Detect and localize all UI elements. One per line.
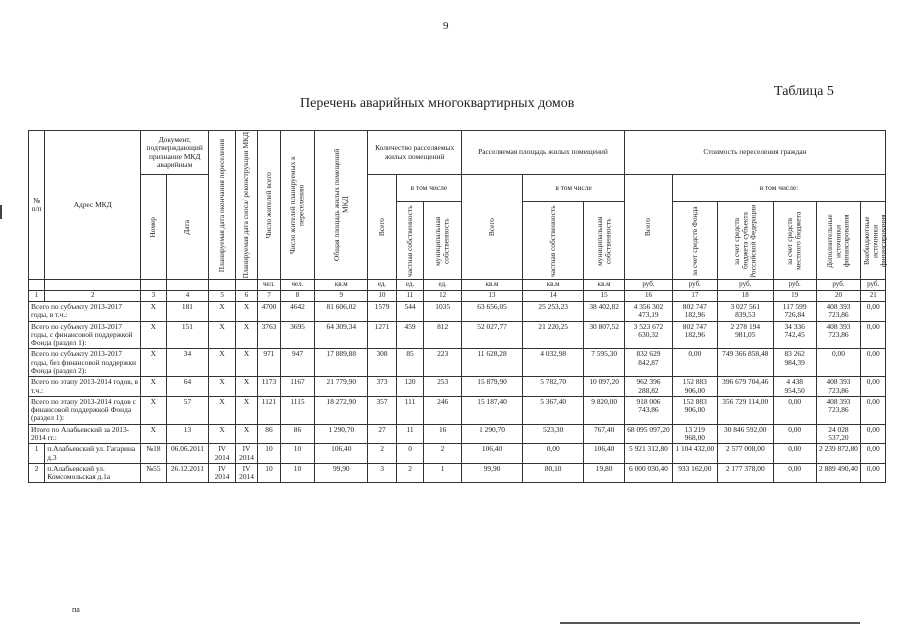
cell: 0 (396, 444, 424, 464)
cell: 2 577 008,00 (717, 444, 773, 464)
cell: X (209, 349, 235, 377)
cell: 10 (258, 444, 280, 464)
cell: X (235, 396, 257, 424)
cell: X (235, 302, 257, 322)
cell: 1271 (368, 321, 397, 349)
cell: 5 921 312,80 (625, 444, 673, 464)
header-plan-demolish: Планируемая дата сноса/ реконструкции МКД (235, 131, 257, 280)
cell: 523,30 (523, 424, 584, 444)
cell: 10 (280, 444, 315, 464)
header-cost-fund: за счет средств Фонда (672, 202, 717, 280)
cell: 13 (166, 424, 209, 444)
header-cost-incl: в том числе: (672, 175, 885, 202)
cell: X (235, 377, 257, 397)
header-rooms-total: Всего (368, 175, 397, 280)
header-rooms-group: Количество расселяемых жилых помещений (368, 131, 462, 175)
header-doc-date: Дата (166, 175, 209, 280)
cell: 3 027 561 839,53 (717, 302, 773, 322)
header-residents-planned: Число жителей планируемых к переселению (280, 131, 315, 280)
cell: 2 889 490,40 (816, 463, 861, 483)
cell: 2 (396, 463, 424, 483)
cell: 0,00 (672, 349, 717, 377)
cell: X (209, 377, 235, 397)
header-area-group: Расселяемая площадь жилых помещений (461, 131, 624, 175)
cell: 1173 (258, 377, 280, 397)
cell: X (141, 349, 166, 377)
cell: 1579 (368, 302, 397, 322)
cell: 0,00 (861, 463, 886, 483)
cell: 2 (424, 444, 462, 464)
table-row (29, 321, 886, 349)
cell: 933 162,00 (672, 463, 717, 483)
cell: 0,00 (861, 396, 886, 424)
table-number: Таблица 5 (774, 84, 834, 99)
cell: 21 779,90 (315, 377, 368, 397)
cell: 4 438 954,50 (773, 377, 816, 397)
cell: 86 (258, 424, 280, 444)
cell: 38 402,82 (584, 302, 625, 322)
cell: 34 (166, 349, 209, 377)
cell: IV 2014 (209, 463, 235, 483)
footer-mark: па (72, 605, 80, 614)
cell: 30 807,52 (584, 321, 625, 349)
table-row (29, 396, 886, 424)
cell: 4 032,98 (523, 349, 584, 377)
cell: X (235, 321, 257, 349)
header-cost-local-budget: за счет средств местного бюджета (773, 202, 816, 280)
cell: 2 278 194 981,05 (717, 321, 773, 349)
cell: №55 (141, 463, 166, 483)
cell: 24 028 537,20 (816, 424, 861, 444)
cell: 26.12.2011 (166, 463, 209, 483)
cell: 0,00 (861, 424, 886, 444)
cell: 2 (29, 463, 45, 483)
cell: 16 (424, 424, 462, 444)
cell: 15 879,90 (461, 377, 522, 397)
cell: 25 253,23 (523, 302, 584, 322)
cell: 17 889,88 (315, 349, 368, 377)
cell: 4 356 302 473,19 (625, 302, 673, 322)
header-total-area: Общая площадь жилых помещений МКД (315, 131, 368, 280)
cell: 3763 (258, 321, 280, 349)
cell: 373 (368, 377, 397, 397)
cell: 1035 (424, 302, 462, 322)
cell: 11 (396, 424, 424, 444)
row-label: Всего по субъекту 2013-2017 годы, без финансовой поддержки Фонда (раздел 2): (29, 349, 141, 377)
cell: X (235, 424, 257, 444)
cell: X (141, 396, 166, 424)
row-label: Всего по субъекту 2013-2017 годы, в т.ч.: (29, 302, 141, 322)
cell: 253 (424, 377, 462, 397)
header-doc-number: Номер (141, 175, 166, 280)
cell: 0,00 (523, 444, 584, 464)
document-title: Перечень аварийных многоквартирных домов (300, 96, 575, 111)
header-cost-total: Всего (625, 175, 673, 280)
cell: 63 656,05 (461, 302, 522, 322)
address-cell: п.Алабьевский ул. Комсомольская д.1а (45, 463, 141, 483)
cell: 64 309,34 (315, 321, 368, 349)
cell: 308 (368, 349, 397, 377)
table-row (29, 349, 886, 377)
cell: 408 393 723,86 (816, 396, 861, 424)
header-address: Адрес МКД (45, 131, 141, 280)
header-area-total: Всего (461, 175, 522, 280)
cell: №18 (141, 444, 166, 464)
cell: 3695 (280, 321, 315, 349)
table-row (29, 444, 886, 464)
cell: X (141, 321, 166, 349)
row-label: Всего по этапу 2013-2014 годов, в т.ч.: (29, 377, 141, 397)
row-label: Всего по этапу 2013-2014 годов с финансовой поддержкой Фонда (раздел 1): (29, 396, 141, 424)
cell: 396 679 704,46 (717, 377, 773, 397)
header-area-municipal: муниципальная собственность (584, 202, 625, 280)
cell: 0,00 (861, 349, 886, 377)
cell: 962 396 288,82 (625, 377, 673, 397)
header-area-private: частная собственность (523, 202, 584, 280)
cell: 0,00 (773, 424, 816, 444)
cell: 2 177 378,00 (717, 463, 773, 483)
cell: X (209, 321, 235, 349)
header-doc-group: Документ, подтверждающий признание МКД аварийным (141, 131, 209, 175)
cell: 152 883 906,00 (672, 377, 717, 397)
cell: 802 747 182,96 (672, 321, 717, 349)
cell: 117 599 726,84 (773, 302, 816, 322)
header-num: № п/п (29, 131, 45, 280)
header-cost-subject-budget: за счет средств бюджета субъекта Российской Федерации (717, 202, 773, 280)
cell: 1 (29, 444, 45, 464)
cell: 6 000 030,40 (625, 463, 673, 483)
cell: 85 (396, 349, 424, 377)
cell: 918 006 743,86 (625, 396, 673, 424)
cell: 357 (368, 396, 397, 424)
cell: 0,00 (861, 302, 886, 322)
cell: 544 (396, 302, 424, 322)
cell: 83 262 984,39 (773, 349, 816, 377)
cell: X (209, 302, 235, 322)
table-row (29, 424, 886, 444)
column-numbers-row: 1 2 3 4 5 6 7 8 9 10 11 12 13 14 15 16 17 18 19 20 21 (29, 291, 886, 302)
cell: 832 629 842,87 (625, 349, 673, 377)
cell: 13 219 968,00 (672, 424, 717, 444)
cell: 7 595,30 (584, 349, 625, 377)
cell: 0,00 (773, 444, 816, 464)
units-row: чел. чел. кв.м ед. ед. ед. кв.м кв.м кв.м руб. руб. руб. руб. руб. руб. (29, 280, 886, 291)
cell: 9 820,00 (584, 396, 625, 424)
header-cost-other: Внебюджетные источники финансирования (861, 202, 886, 280)
cell: 10 (258, 463, 280, 483)
page-number: 9 (443, 20, 449, 32)
cell: 1115 (280, 396, 315, 424)
scan-edge-mark (0, 205, 2, 219)
cell: 802 747 182,96 (672, 302, 717, 322)
cell: X (209, 424, 235, 444)
table-row (29, 463, 886, 483)
cell: X (235, 349, 257, 377)
cell: 18 272,90 (315, 396, 368, 424)
cell: 57 (166, 396, 209, 424)
cell: 459 (396, 321, 424, 349)
cell: 68 095 097,20 (625, 424, 673, 444)
cell: 106,40 (461, 444, 522, 464)
cell: 19,80 (584, 463, 625, 483)
cell: 812 (424, 321, 462, 349)
cell: 1167 (280, 377, 315, 397)
cell: IV 2014 (235, 463, 257, 483)
cell: 246 (424, 396, 462, 424)
cell: 408 393 723,86 (816, 377, 861, 397)
cell: 5 367,40 (523, 396, 584, 424)
cell: 86 (280, 424, 315, 444)
header-plan-resettle: Планируемая дата окончания переселения (209, 131, 235, 280)
cell: 06.06.2011 (166, 444, 209, 464)
cell: 2 239 872,80 (816, 444, 861, 464)
cell: 34 336 742,45 (773, 321, 816, 349)
cell: 152 883 906,00 (672, 396, 717, 424)
header-area-incl: в том числе (523, 175, 625, 202)
cell: 1 104 432,00 (672, 444, 717, 464)
row-label: Всего по субъекту 2013-2017 годы, с финансовой поддержкой Фонда (раздел 1): (29, 321, 141, 349)
row-label: Итого по Алабьевский за 2013-2014 гг.: (29, 424, 141, 444)
cell: 0,00 (773, 463, 816, 483)
cell: 408 393 723,86 (816, 302, 861, 322)
cell: 30 846 592,00 (717, 424, 773, 444)
cell: X (141, 424, 166, 444)
header-rooms-private: частная собственность (396, 202, 424, 280)
header-cost-group: Стоимость переселения граждан (625, 131, 886, 175)
header-residents-total: Число жителей всего (258, 131, 280, 280)
cell: 15 187,40 (461, 396, 522, 424)
cell: 21 220,25 (523, 321, 584, 349)
cell: 4700 (258, 302, 280, 322)
cell: 106,40 (584, 444, 625, 464)
cell: 4642 (280, 302, 315, 322)
cell: 767,40 (584, 424, 625, 444)
scan-bottom-line (560, 622, 860, 624)
cell: 0,00 (861, 444, 886, 464)
header-cost-extra: Дополнительные источники финансирования (816, 202, 861, 280)
cell: 5 782,70 (523, 377, 584, 397)
header-rooms-municipal: муниципальная собственность (424, 202, 462, 280)
cell: 1 (424, 463, 462, 483)
cell: X (141, 377, 166, 397)
cell: X (141, 302, 166, 322)
table-row (29, 302, 886, 322)
cell: 1 290,70 (315, 424, 368, 444)
cell: IV 2014 (209, 444, 235, 464)
cell: 11 628,28 (461, 349, 522, 377)
cell: 356 729 114,00 (717, 396, 773, 424)
cell: 0,00 (861, 321, 886, 349)
cell: IV 2014 (235, 444, 257, 464)
cell: 106,40 (315, 444, 368, 464)
cell: 120 (396, 377, 424, 397)
cell: 0,00 (861, 377, 886, 397)
cell: 947 (280, 349, 315, 377)
cell: 10 097,20 (584, 377, 625, 397)
cell: 99,90 (461, 463, 522, 483)
cell: 81 606,02 (315, 302, 368, 322)
cell: 1121 (258, 396, 280, 424)
cell: 111 (396, 396, 424, 424)
cell: X (209, 396, 235, 424)
cell: 10 (280, 463, 315, 483)
cell: 64 (166, 377, 209, 397)
address-cell: п.Алабьевский ул. Гагарина д.3 (45, 444, 141, 464)
cell: 3 523 672 630,32 (625, 321, 673, 349)
emergency-housing-table (28, 130, 886, 483)
cell: 3 (368, 463, 397, 483)
cell: 181 (166, 302, 209, 322)
cell: 0,00 (816, 349, 861, 377)
cell: 2 (368, 444, 397, 464)
cell: 27 (368, 424, 397, 444)
cell: 408 393 723,86 (816, 321, 861, 349)
cell: 80,10 (523, 463, 584, 483)
cell: 1 290,70 (461, 424, 522, 444)
cell: 971 (258, 349, 280, 377)
cell: 151 (166, 321, 209, 349)
table-row (29, 377, 886, 397)
cell: 749 366 858,48 (717, 349, 773, 377)
cell: 223 (424, 349, 462, 377)
cell: 52 027,77 (461, 321, 522, 349)
header-rooms-incl: в том числе (396, 175, 461, 202)
cell: 0,00 (773, 396, 816, 424)
cell: 99,90 (315, 463, 368, 483)
